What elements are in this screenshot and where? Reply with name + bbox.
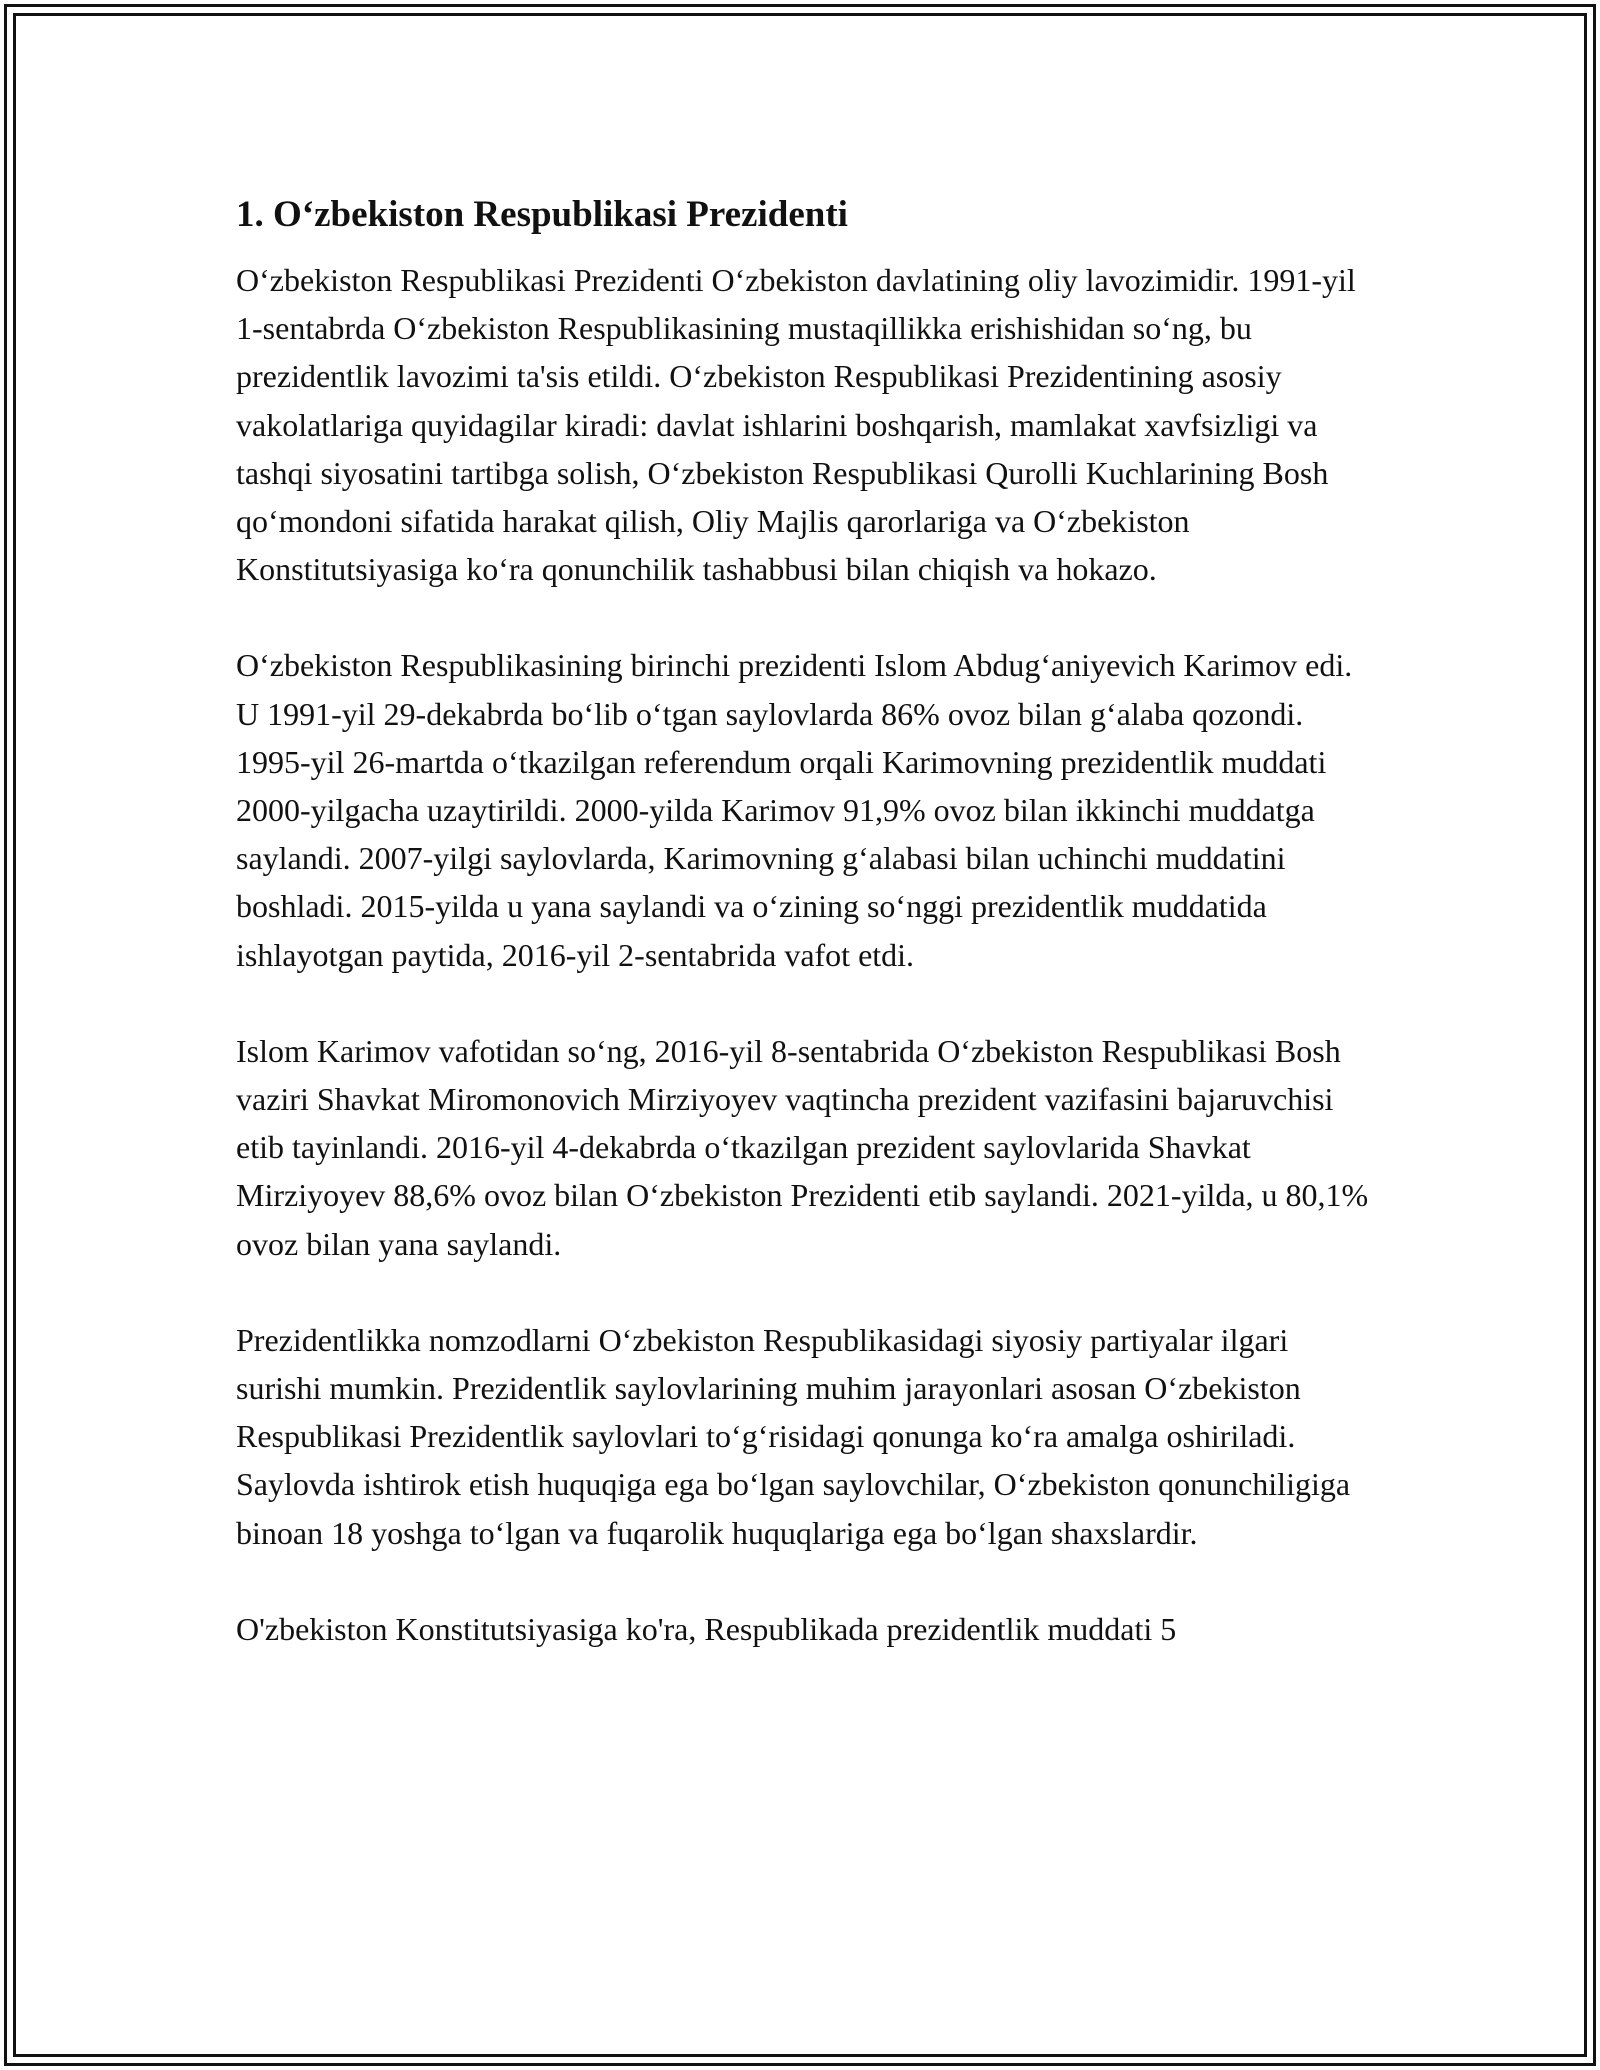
paragraph-1: Oʻzbekiston Respublikasi Prezidenti Oʻzbekiston davlatining oliy lavozimidir. 1991-yil 1-sentabrda Oʻzbekiston Respublikasining mustaqillikka erishishidan soʻng, bu prezidentlik lavozimi ta'sis etildi. Oʻzbekiston Respublikasi Prezidentining asosiy vakolatlariga quyidagilar kiradi: davlat ishlarini boshqarish, mamlakat xavfsizligi va tashqi siyosatini tartibga solish, Oʻzbekiston Respublikasi Qurolli Kuchlarining Bosh qoʻmondoni sifatida harakat qilish, Oliy Majlis qarorlariga va Oʻzbekiston Konstitutsiyasiga koʻra qonunchilik tashabbusi bilan chiqish va hokazo. (236, 262, 1356, 588)
section-heading: 1. Oʻzbekiston Respublikasi Prezidenti (236, 194, 848, 235)
paragraph-4: Prezidentlikka nomzodlarni Oʻzbekiston Respublikasidagi siyosiy partiyalar ilgari surishi mumkin. Prezidentlik saylovlarining muhim jarayonlari asosan Oʻzbekiston Respublikasi Prezidentlik saylovlari toʻgʻrisidagi qonunga koʻra amalga oshiriladi. Saylovda ishtirok etish huquqiga ega boʻlgan saylovchilar, Oʻzbekiston qonunchiligiga binoan 18 yoshga toʻlgan va fuqarolik huquqlariga ega boʻlgan shaxslardir. (236, 1321, 1351, 1551)
paragraph-3: Islom Karimov vafotidan soʻng, 2016-yil 8-sentabrida Oʻzbekiston Respublikasi Bosh vaziri Shavkat Miromonovich Mirziyoyev vaqtincha prezident vazifasini bajaruvchisi etib tayinlandi. 2016-yil 4-dekabrda oʻtkazilgan prezident saylovlarida Shavkat Mirziyoyev 88,6% ovoz bilan Oʻzbekiston Prezidenti etib saylandi. 2021-yilda, u 80,1% ovoz bilan yana saylandi. (236, 1032, 1369, 1262)
document-body (236, 186, 1376, 1701)
paragraph-5: O'zbekiston Konstitutsiyasiga ko'ra, Respublikada prezidentlik muddati 5 (236, 1610, 1177, 1647)
paragraph-2: Oʻzbekiston Respublikasining birinchi prezidenti Islom Abdugʻaniyevich Karimov edi. U 1991-yil 29-dekabrda boʻlib oʻtgan saylovlarda 86% ovoz bilan gʻalaba qozondi. 1995-yil 26-martda oʻtkazilgan referendum orqali Karimovning prezidentlik muddati 2000-yilgacha uzaytirildi. 2000-yilda Karimov 91,9% ovoz bilan ikkinchi muddatga saylandi. 2007-yilgi saylovlarda, Karimovning gʻalabasi bilan uchinchi muddatini boshladi. 2015-yilda u yana saylandi va oʻzining soʻnggi prezidentlik muddatida ishlayotgan paytida, 2016-yil 2-sentabrida vafot etdi. (236, 647, 1353, 973)
